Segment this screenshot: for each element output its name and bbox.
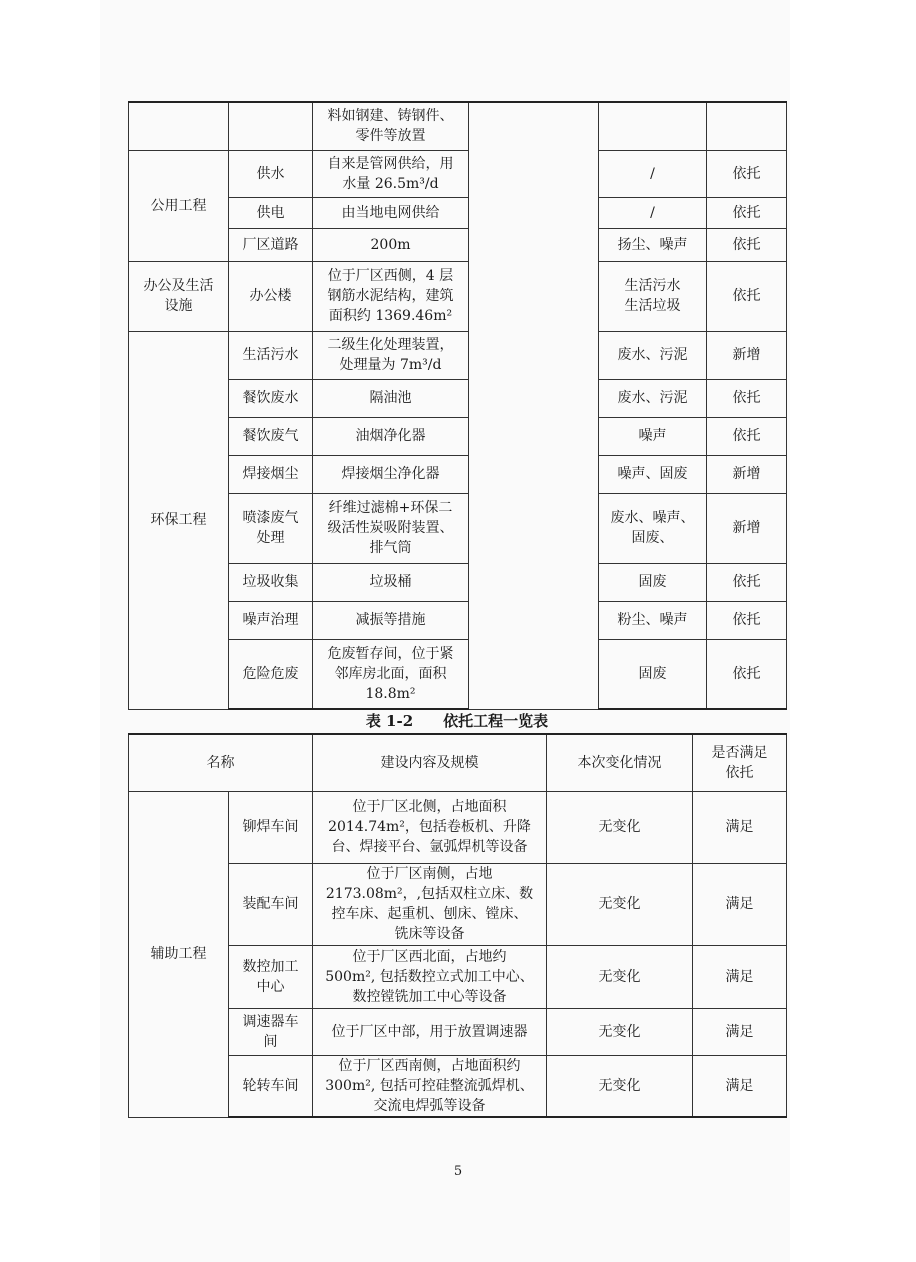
pollution-cell bbox=[599, 102, 707, 150]
content-cell: 位于厂区西南侧，占地面积约 300m², 包括可控硅整流弧焊机、 交流电焊弧等设备 bbox=[313, 1055, 547, 1117]
pollution-cell: / bbox=[599, 150, 707, 197]
item-cell bbox=[229, 102, 313, 150]
status-cell: 依托 bbox=[707, 150, 787, 197]
item-cell: 调速器车 间 bbox=[229, 1008, 313, 1055]
status-cell: 依托 bbox=[707, 228, 787, 261]
content-cell: 隔油池 bbox=[313, 379, 469, 417]
content-cell: 二级生化处理装置， 处理量为 7m³/d bbox=[313, 331, 469, 379]
pollution-cell: 粉尘、噪声 bbox=[599, 601, 707, 639]
table-row bbox=[129, 261, 787, 331]
pollution-cell: 固废 bbox=[599, 563, 707, 601]
content-cell: 油烟净化器 bbox=[313, 417, 469, 455]
header-name: 名称 bbox=[129, 734, 313, 791]
content-cell: 纤维过滤棉+环保二 级活性炭吸附装置、 排气筒 bbox=[313, 493, 469, 563]
change-cell: 无变化 bbox=[547, 1055, 693, 1117]
pollution-cell: 噪声、固废 bbox=[599, 455, 707, 493]
status-cell: 依托 bbox=[707, 197, 787, 228]
pollution-cell: 废水、污泥 bbox=[599, 331, 707, 379]
item-cell: 喷漆废气 处理 bbox=[229, 493, 313, 563]
change-cell: 无变化 bbox=[547, 1008, 693, 1055]
item-cell: 铆焊车间 bbox=[229, 791, 313, 863]
table-row bbox=[129, 791, 787, 863]
item-cell: 餐饮废水 bbox=[229, 379, 313, 417]
status-cell: 依托 bbox=[707, 261, 787, 331]
content-cell: 焊接烟尘净化器 bbox=[313, 455, 469, 493]
pollution-cell: 固废 bbox=[599, 639, 707, 709]
item-cell: 厂区道路 bbox=[229, 228, 313, 261]
item-cell: 装配车间 bbox=[229, 863, 313, 945]
item-cell: 轮转车间 bbox=[229, 1055, 313, 1117]
item-cell: 供水 bbox=[229, 150, 313, 197]
table-row bbox=[129, 331, 787, 379]
status-cell: 新增 bbox=[707, 455, 787, 493]
header-content: 建设内容及规模 bbox=[313, 734, 547, 791]
pollution-cell: / bbox=[599, 197, 707, 228]
status-cell bbox=[707, 102, 787, 150]
pollution-cell: 噪声 bbox=[599, 417, 707, 455]
status-cell: 依托 bbox=[707, 601, 787, 639]
item-cell: 垃圾收集 bbox=[229, 563, 313, 601]
status-cell: 新增 bbox=[707, 493, 787, 563]
status-cell: 依托 bbox=[707, 563, 787, 601]
table-header-row bbox=[129, 734, 787, 791]
content-cell: 危废暂存间，位于紧 邻库房北面，面积 18.8m² bbox=[313, 639, 469, 709]
content-cell: 位于厂区西北面，占地约 500m², 包括数控立式加工中心、 数控镗铣加工中心等设备 bbox=[313, 945, 547, 1008]
status-cell: 依托 bbox=[707, 417, 787, 455]
status-cell: 依托 bbox=[707, 639, 787, 709]
pollution-cell: 废水、污泥 bbox=[599, 379, 707, 417]
content-cell: 位于厂区南侧，占地 2173.08m²，,包括双柱立床、数 控车床、起重机、刨床、镗床、 铣床等设备 bbox=[313, 863, 547, 945]
content-cell: 位于厂区中部，用于放置调速器 bbox=[313, 1008, 547, 1055]
item-cell: 餐饮废气 bbox=[229, 417, 313, 455]
status-cell: 新增 bbox=[707, 331, 787, 379]
table-row bbox=[129, 102, 787, 150]
category-cell: 办公及生活 设施 bbox=[129, 261, 229, 331]
item-cell: 供电 bbox=[229, 197, 313, 228]
satisfy-cell: 满足 bbox=[693, 791, 787, 863]
table-caption: 表 1-2 依托工程一览表 bbox=[365, 712, 549, 730]
category-cell: 公用工程 bbox=[129, 150, 229, 261]
item-cell: 噪声治理 bbox=[229, 601, 313, 639]
project-composition-table bbox=[128, 101, 787, 710]
change-cell: 无变化 bbox=[547, 863, 693, 945]
satisfy-cell: 满足 bbox=[693, 945, 787, 1008]
relied-project-table bbox=[128, 733, 787, 1118]
satisfy-cell: 满足 bbox=[693, 1055, 787, 1117]
item-cell: 办公楼 bbox=[229, 261, 313, 331]
item-cell: 数控加工 中心 bbox=[229, 945, 313, 1008]
category-cell: 环保工程 bbox=[129, 331, 229, 709]
item-cell: 焊接烟尘 bbox=[229, 455, 313, 493]
category-cell bbox=[129, 102, 229, 150]
header-change: 本次变化情况 bbox=[547, 734, 693, 791]
status-cell: 依托 bbox=[707, 379, 787, 417]
content-cell: 减振等措施 bbox=[313, 601, 469, 639]
table-row bbox=[129, 150, 787, 197]
content-cell: 垃圾桶 bbox=[313, 563, 469, 601]
blank-column bbox=[469, 102, 599, 709]
change-cell: 无变化 bbox=[547, 945, 693, 1008]
content-cell: 位于厂区北侧，占地面积 2014.74m²，包括卷板机、升降 台、焊接平台、氩弧焊机等设备 bbox=[313, 791, 547, 863]
satisfy-cell: 满足 bbox=[693, 1008, 787, 1055]
item-cell: 生活污水 bbox=[229, 331, 313, 379]
category-cell: 辅助工程 bbox=[129, 791, 229, 1117]
content-cell: 由当地电网供给 bbox=[313, 197, 469, 228]
content-cell: 200m bbox=[313, 228, 469, 261]
header-satisfy: 是否满足 依托 bbox=[693, 734, 787, 791]
pollution-cell: 生活污水 生活垃圾 bbox=[599, 261, 707, 331]
pollution-cell: 废水、噪声、 固废、 bbox=[599, 493, 707, 563]
satisfy-cell: 满足 bbox=[693, 863, 787, 945]
content-cell: 自来是管网供给，用 水量 26.5m³/d bbox=[313, 150, 469, 197]
item-cell: 危险危废 bbox=[229, 639, 313, 709]
pollution-cell: 扬尘、噪声 bbox=[599, 228, 707, 261]
content-cell: 位于厂区西侧，4 层 钢筋水泥结构，建筑 面积约 1369.46m² bbox=[313, 261, 469, 331]
change-cell: 无变化 bbox=[547, 791, 693, 863]
content-cell: 料如钢建、铸钢件、 零件等放置 bbox=[313, 102, 469, 150]
page-number: 5 bbox=[453, 1164, 463, 1179]
